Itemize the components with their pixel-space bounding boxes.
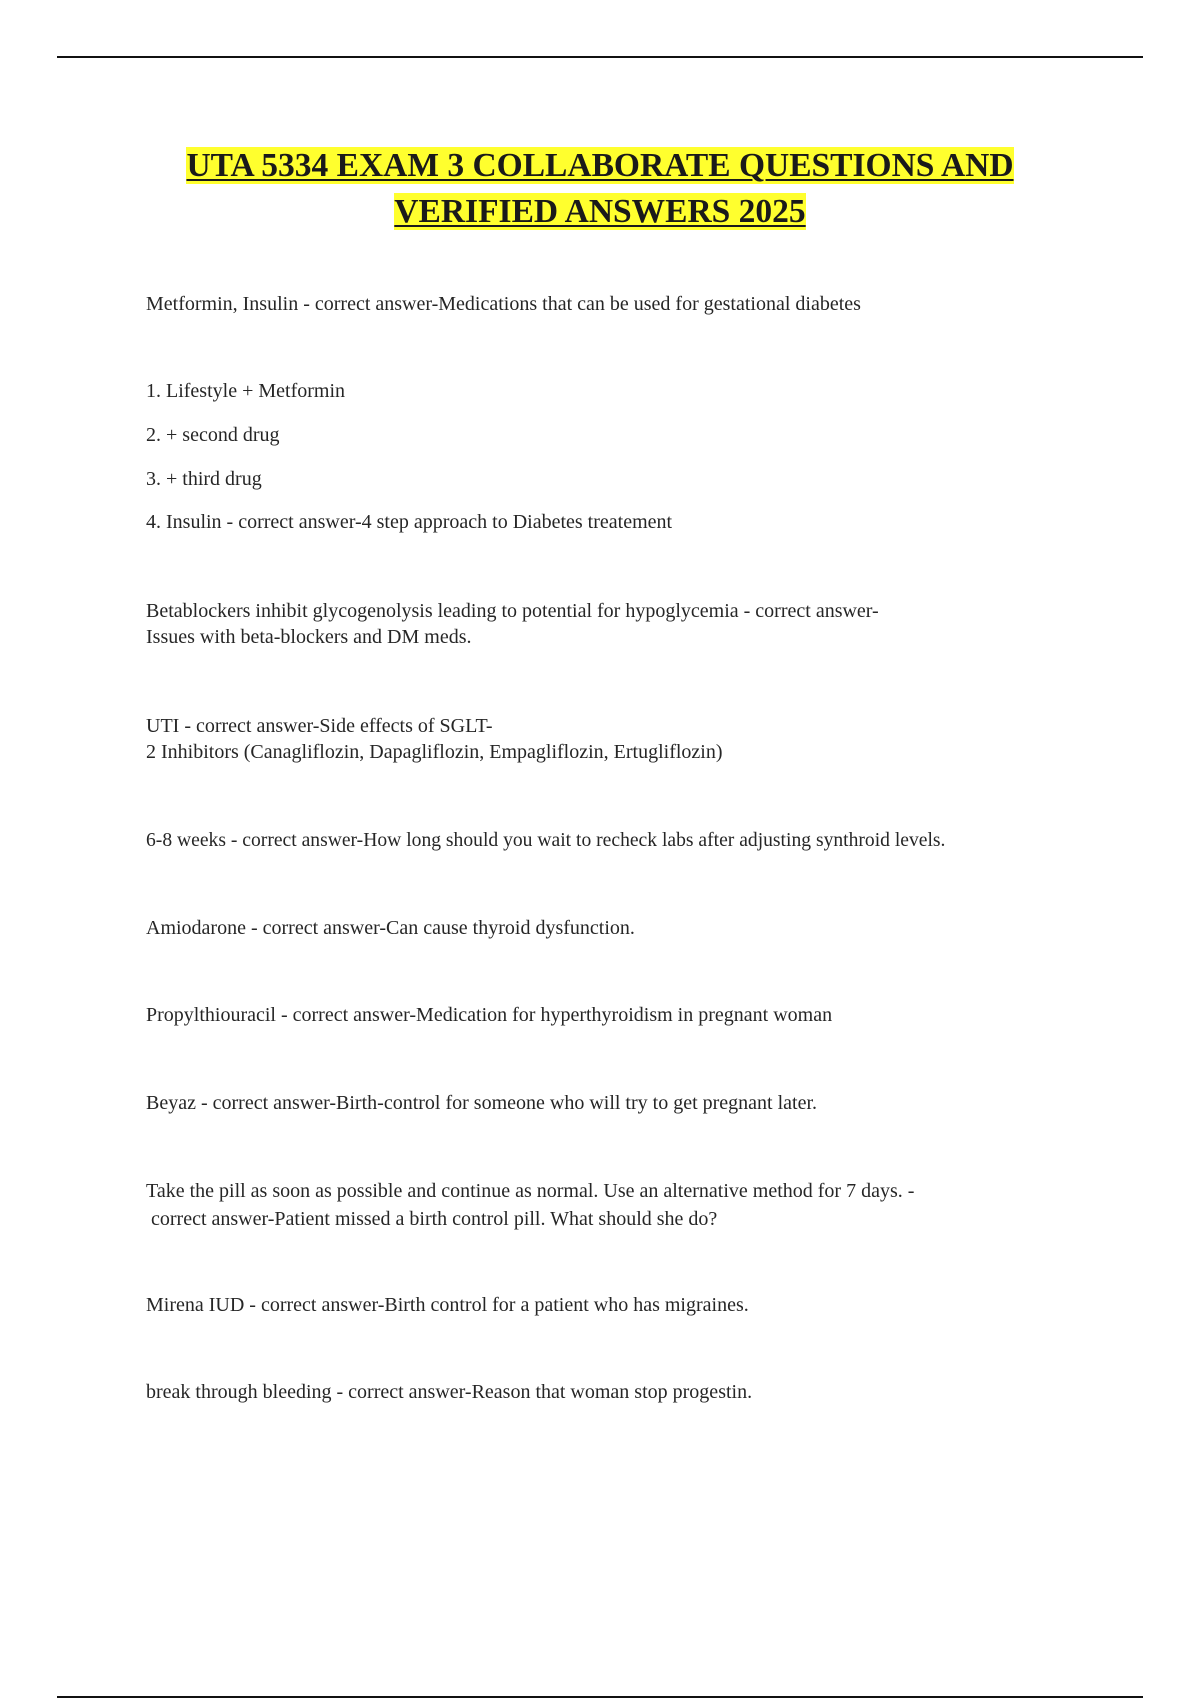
qa-betablockers-line-2: Issues with beta-blockers and DM meds.	[146, 626, 472, 648]
qa-beyaz: Beyaz - correct answer-Birth-control for someone who will try to get pregnant later.	[146, 1092, 818, 1114]
qa-gestational-diabetes: Metformin, Insulin - correct answer-Medications that can be used for gestational diabetes	[146, 293, 861, 315]
top-rule	[57, 56, 1143, 58]
document-title	[100, 143, 1100, 235]
qa-sglt2-line-2: 2 Inhibitors (Canagliflozin, Dapagliflozin, Empagliflozin, Ertugliflozin)	[146, 741, 723, 763]
qa-missed-pill-line-2: correct answer-Patient missed a birth control pill. What should she do?	[151, 1208, 718, 1230]
qa-synthroid: 6-8 weeks - correct answer-How long should you wait to recheck labs after adjusting synthroid levels.	[146, 830, 946, 851]
qa-propylthiouracil: Propylthiouracil - correct answer-Medication for hyperthyroidism in pregnant woman	[146, 1004, 833, 1026]
qa-mirena: Mirena IUD - correct answer-Birth control for a patient who has migraines.	[146, 1294, 749, 1316]
qa-breakthrough-bleeding: break through bleeding - correct answer-Reason that woman stop progestin.	[146, 1381, 753, 1403]
list-item-step-2: 2. + second drug	[146, 424, 280, 446]
qa-betablockers-line-1: Betablockers inhibit glycogenolysis leading to potential for hypoglycemia - correct answer-	[146, 600, 879, 622]
qa-sglt2-line-1: UTI - correct answer-Side effects of SGLT-	[146, 715, 493, 737]
list-item-step-1: 1. Lifestyle + Metformin	[146, 380, 346, 402]
qa-amiodarone: Amiodarone - correct answer-Can cause thyroid dysfunction.	[146, 917, 635, 939]
list-item-step-3: 3. + third drug	[146, 468, 262, 490]
qa-missed-pill-line-1: Take the pill as soon as possible and continue as normal. Use an alternative method for 7 days. -	[146, 1180, 915, 1202]
title-line-1: UTA 5334 EXAM 3 COLLABORATE QUESTIONS AND	[186, 147, 1014, 184]
list-item-step-4: 4. Insulin - correct answer-4 step approach to Diabetes treatement	[146, 511, 673, 533]
bottom-rule	[57, 1696, 1143, 1698]
title-line-2: VERIFIED ANSWERS 2025	[394, 193, 806, 230]
